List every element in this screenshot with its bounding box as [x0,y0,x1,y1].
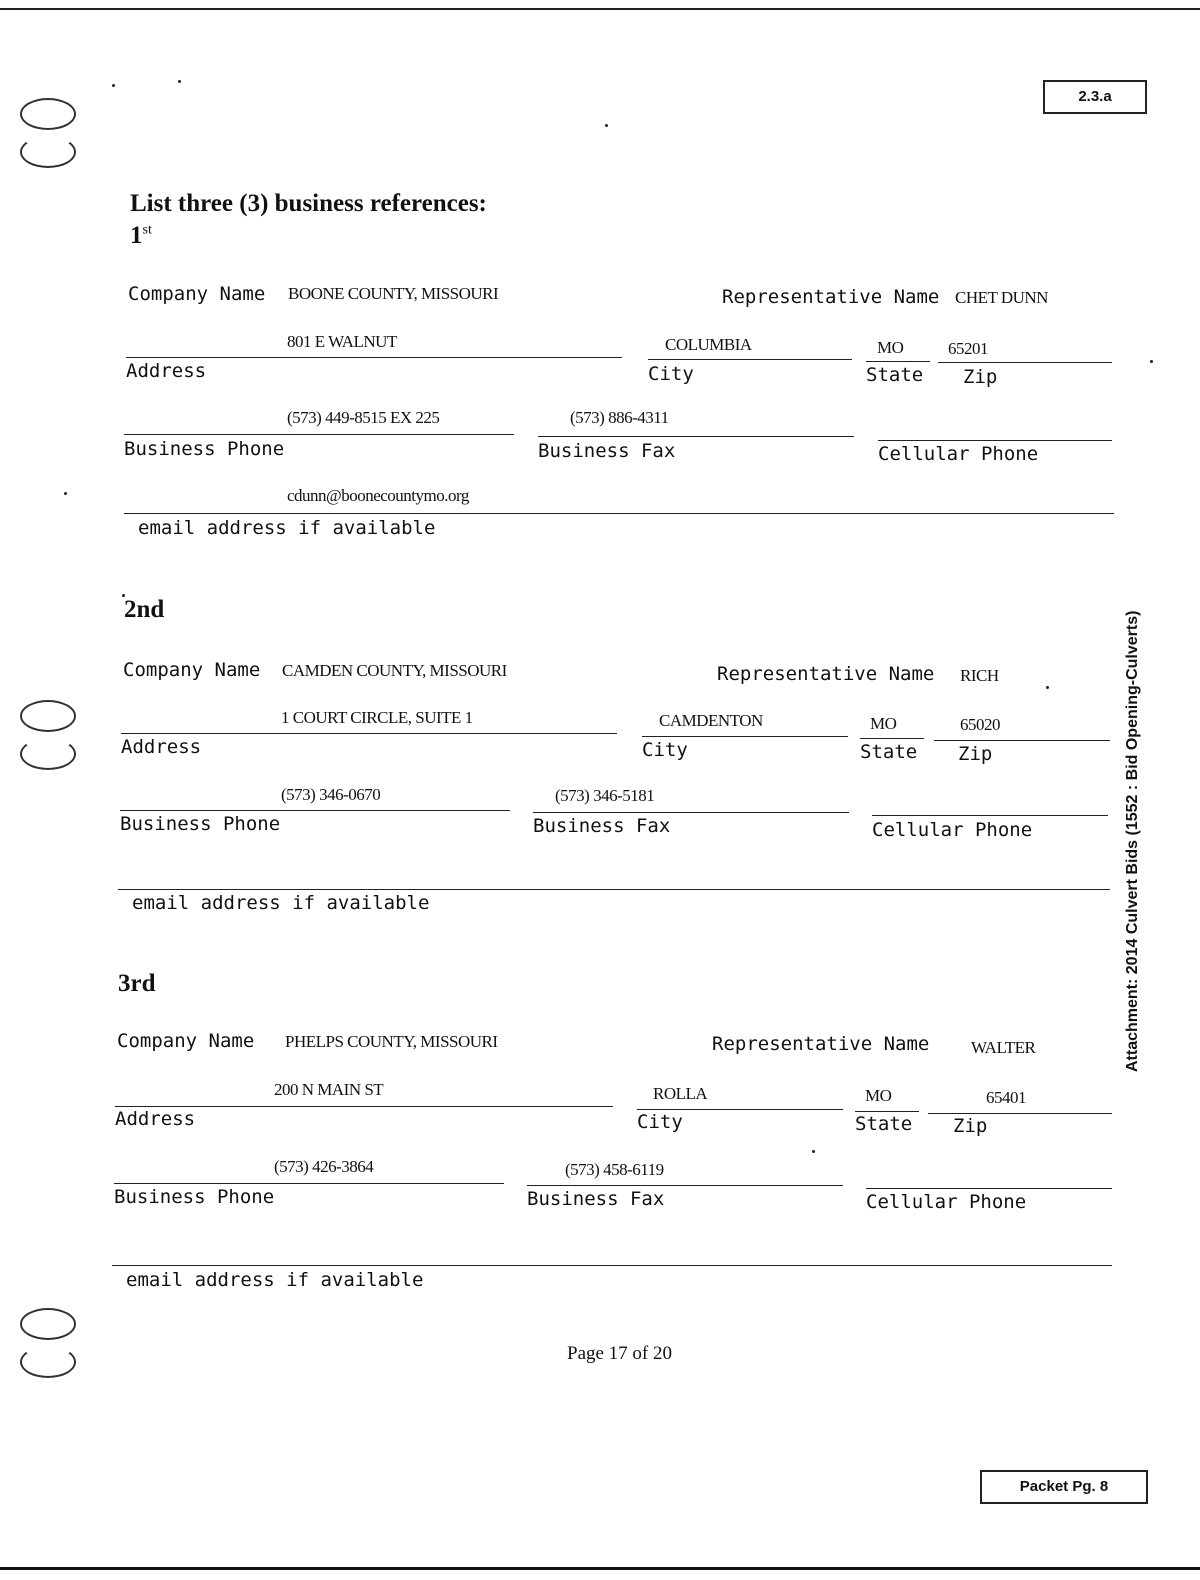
zip-label: Zip [953,1115,988,1137]
business-fax-label: Business Fax [538,440,676,462]
top-rule [0,8,1200,10]
address-label: Address [126,360,207,382]
business-phone-value[interactable]: (573) 449-8515 EX 225 [287,408,440,427]
email-line [124,513,1114,514]
business-fax-line [533,812,849,813]
email-label: email address if available [138,517,436,539]
city-value[interactable]: ROLLA [653,1084,708,1103]
address-label: Address [115,1108,196,1130]
bottom-rule [0,1567,1200,1570]
reference-ordinal: 2nd [124,596,165,623]
address-line [126,357,622,358]
company-name-value[interactable]: CAMDEN COUNTY, MISSOURI [282,661,507,680]
zip-line [928,1113,1112,1114]
scan-speck [812,1150,815,1153]
email-line [112,1265,1112,1266]
business-phone-line [120,810,510,811]
zip-value[interactable]: 65401 [986,1088,1026,1107]
zip-value[interactable]: 65020 [960,715,1000,734]
cellular-phone-label: Cellular Phone [872,819,1033,841]
business-phone-label: Business Phone [124,438,285,460]
email-value[interactable]: cdunn@boonecountymo.org [287,486,469,505]
scan-speck [64,492,67,495]
representative-name-label: Representative Name [712,1033,930,1055]
state-label: State [866,364,924,386]
city-label: City [648,363,694,385]
company-name-label: Company Name [123,659,261,681]
address-value[interactable]: 801 E WALNUT [287,332,397,351]
cellular-phone-line [866,1188,1112,1189]
company-name-value[interactable]: BOONE COUNTY, MISSOURI [288,284,499,303]
state-value[interactable]: MO [865,1086,892,1105]
packet-page-badge: Packet Pg. 8 [980,1470,1148,1504]
business-phone-label: Business Phone [120,813,281,835]
scan-speck [178,80,181,83]
business-fax-line [538,436,854,437]
state-line [866,361,930,362]
representative-name-label: Representative Name [717,663,935,685]
zip-line [934,740,1110,741]
form-heading: List three (3) business references: [130,190,487,217]
company-name-value[interactable]: PHELPS COUNTY, MISSOURI [285,1032,498,1051]
business-fax-label: Business Fax [533,815,671,837]
scan-speck [1150,360,1153,363]
state-line [860,738,924,739]
representative-name-value[interactable]: WALTER [971,1038,1036,1057]
business-phone-value[interactable]: (573) 346-0670 [281,785,381,804]
representative-name-label: Representative Name [722,286,940,308]
address-label: Address [121,736,202,758]
company-name-label: Company Name [117,1030,255,1052]
state-label: State [860,741,918,763]
reference-ordinal: 1st [130,222,152,249]
state-value[interactable]: MO [870,714,897,733]
page-number: Page 17 of 20 [567,1343,673,1364]
city-label: City [642,739,688,761]
cellular-phone-line [872,815,1108,816]
city-value[interactable]: COLUMBIA [665,335,752,354]
address-line [121,733,617,734]
cellular-phone-label: Cellular Phone [878,443,1039,465]
city-value[interactable]: CAMDENTON [659,711,763,730]
zip-value[interactable]: 65201 [948,339,988,358]
representative-name-value[interactable]: RICH [960,666,999,685]
zip-label: Zip [963,366,998,388]
city-line [637,1109,843,1110]
cellular-phone-label: Cellular Phone [866,1191,1027,1213]
scan-speck [605,124,608,127]
zip-label: Zip [958,743,993,765]
reference-ordinal: 3rd [118,970,156,997]
representative-name-value[interactable]: CHET DUNN [955,288,1048,307]
state-value[interactable]: MO [877,338,904,357]
city-line [648,359,852,360]
company-name-label: Company Name [128,283,266,305]
business-fax-value[interactable]: (573) 458-6119 [565,1160,664,1179]
attachment-side-note: Attachment: 2014 Culvert Bids (1552 : Bid Opening-Culverts) [1124,610,1141,1072]
business-phone-value[interactable]: (573) 426-3864 [274,1157,374,1176]
email-line [118,889,1110,890]
state-line [855,1111,919,1112]
state-label: State [855,1113,913,1135]
business-fax-value[interactable]: (573) 346-5181 [555,786,655,805]
scan-speck [1046,686,1049,689]
business-fax-label: Business Fax [527,1188,665,1210]
city-line [642,736,848,737]
address-value[interactable]: 1 COURT CIRCLE, SUITE 1 [281,708,473,727]
city-label: City [637,1111,683,1133]
cellular-phone-line [878,440,1112,441]
business-fax-line [527,1185,843,1186]
business-phone-line [124,434,514,435]
email-label: email address if available [126,1269,424,1291]
email-label: email address if available [132,892,430,914]
address-line [115,1106,613,1107]
business-fax-value[interactable]: (573) 886-4311 [570,408,669,427]
address-value[interactable]: 200 N MAIN ST [274,1080,384,1099]
zip-line [938,362,1112,363]
section-badge: 2.3.a [1043,80,1147,114]
business-phone-line [114,1183,504,1184]
business-phone-label: Business Phone [114,1186,275,1208]
scan-speck [112,84,115,87]
